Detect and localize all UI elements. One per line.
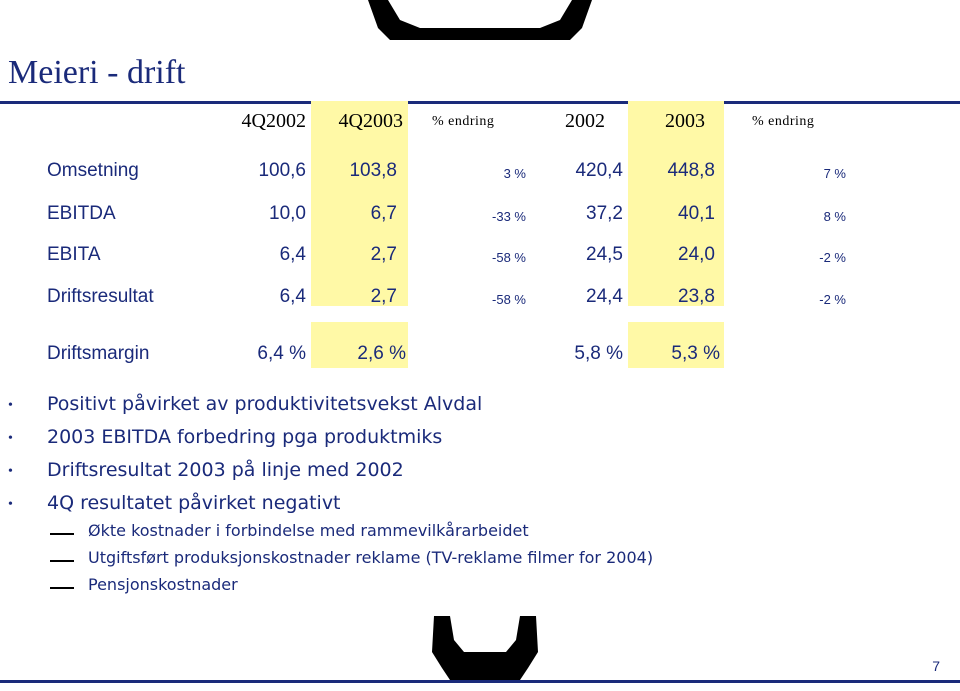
cell-q2003: 2,7 [370, 286, 397, 307]
sub-bullet-item: Utgiftsført produksjonskostnader reklame (TV-reklame filmer for 2004) [88, 548, 654, 567]
title-divider [0, 101, 960, 104]
cell-y2003: 448,8 [667, 160, 715, 181]
cell-q2003: 2,7 [370, 244, 397, 265]
col-header-q-change: % endring [432, 114, 495, 129]
row-label: Driftsresultat [47, 286, 154, 307]
page-title: Meieri - drift [8, 54, 186, 91]
cell-q2002: 10,0 [269, 203, 306, 224]
col-header-4q2003: 4Q2003 [338, 110, 403, 132]
col-header-2002: 2002 [565, 110, 605, 132]
top-logo-shape [360, 0, 600, 40]
cell-y-change: 7 % [823, 166, 846, 181]
cell-q-change: -58 % [492, 250, 526, 265]
cell-q-change: -58 % [492, 292, 526, 307]
cell-y-change: -2 % [819, 292, 846, 307]
cell-y2002: 24,4 [586, 286, 623, 307]
cell-y2003: 40,1 [678, 203, 715, 224]
cell-q2003: 2,6 % [357, 343, 406, 364]
bullet-item: Positivt påvirket av produktivitetsvekst Alvdal [47, 393, 483, 415]
bullet-item: 2003 EBITDA forbedring pga produktmiks [47, 426, 443, 448]
sub-bullet-item: Økte kostnader i forbindelse med rammevilkårarbeidet [88, 521, 529, 540]
cell-y-change: 8 % [823, 209, 846, 224]
cell-y2002: 24,5 [586, 244, 623, 265]
bottom-logo-shape [420, 612, 550, 682]
bullet-dot: • [8, 431, 13, 446]
cell-q-change: -33 % [492, 209, 526, 224]
sub-bullet-dash [50, 560, 74, 562]
cell-y2003: 24,0 [678, 244, 715, 265]
cell-q2002: 6,4 % [257, 343, 306, 364]
bullet-dot: • [8, 398, 13, 413]
bullet-dot: • [8, 497, 13, 512]
cell-q2002: 6,4 [279, 286, 306, 307]
cell-y2002: 37,2 [586, 203, 623, 224]
cell-y2003: 23,8 [678, 286, 715, 307]
cell-y2002: 5,8 % [574, 343, 623, 364]
cell-q2003: 103,8 [349, 160, 397, 181]
cell-q2003: 6,7 [370, 203, 397, 224]
cell-q2002: 100,6 [258, 160, 306, 181]
col-header-4q2002: 4Q2002 [241, 110, 306, 132]
cell-y2002: 420,4 [575, 160, 623, 181]
cell-y-change: -2 % [819, 250, 846, 265]
row-label: EBITDA [47, 203, 116, 224]
row-label: EBITA [47, 244, 101, 265]
row-label: Omsetning [47, 160, 139, 181]
sub-bullet-dash [50, 533, 74, 535]
cell-q-change: 3 % [503, 166, 526, 181]
cell-y2003: 5,3 % [671, 343, 720, 364]
sub-bullet-dash [50, 587, 74, 589]
page-number: 7 [932, 658, 940, 674]
footer-divider [0, 680, 960, 683]
bullet-item: 4Q resultatet påvirket negativt [47, 492, 341, 514]
col-header-2003: 2003 [665, 110, 705, 132]
bullet-dot: • [8, 464, 13, 479]
cell-q2002: 6,4 [279, 244, 306, 265]
col-header-y-change: % endring [752, 114, 815, 129]
row-label: Driftsmargin [47, 343, 150, 364]
sub-bullet-item: Pensjonskostnader [88, 575, 238, 594]
bullet-item: Driftsresultat 2003 på linje med 2002 [47, 459, 404, 481]
